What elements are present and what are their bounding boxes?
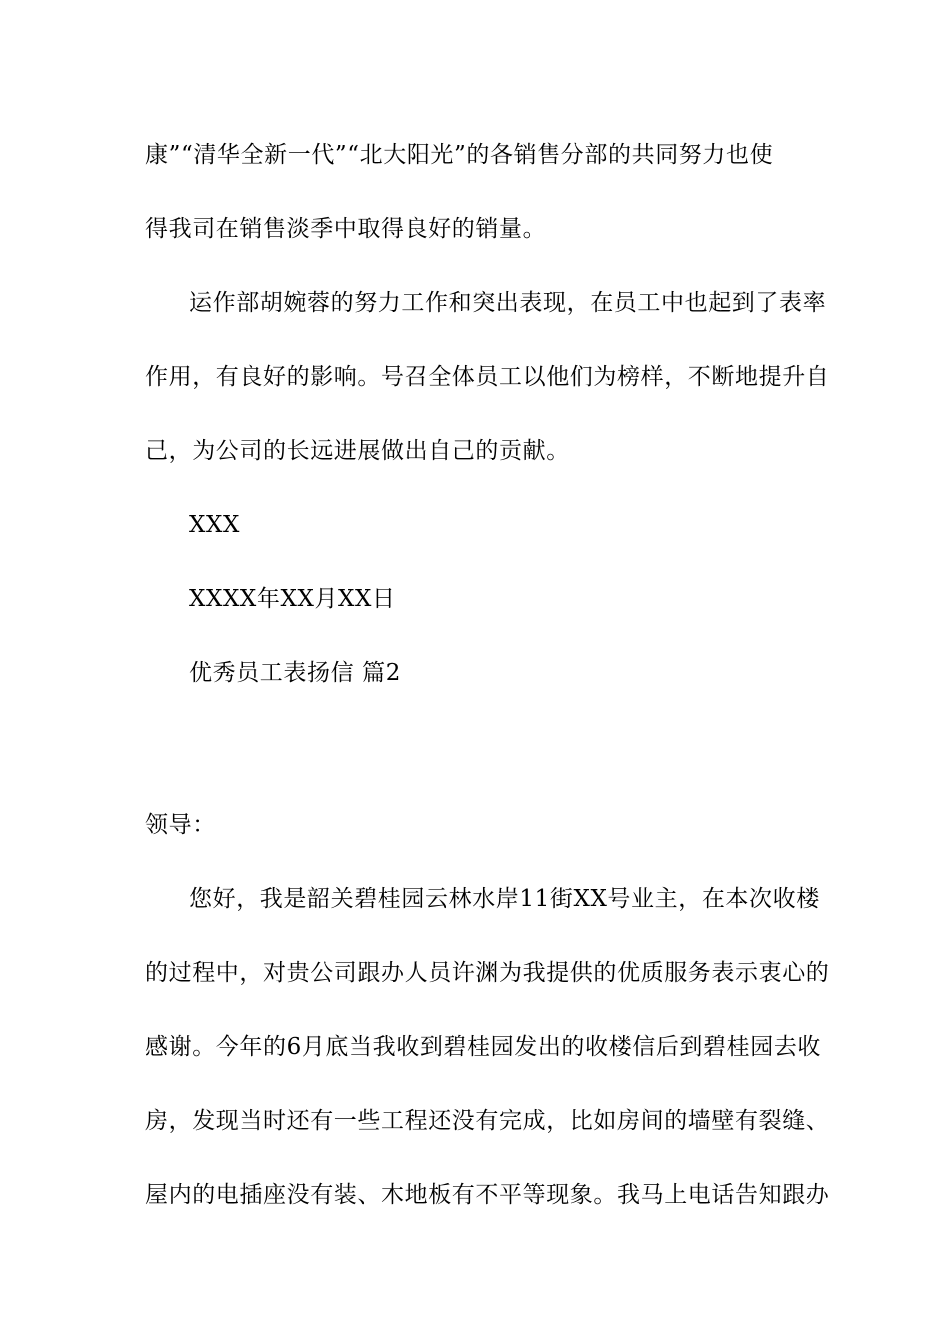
paragraph-line: 感谢。今年的6月底当我收到碧桂园发出的收楼信后到碧桂园去收: [145, 1034, 822, 1060]
paragraph-line: 房，发现当时还有一些工程还没有完成，比如房间的墙壁有裂缝、: [145, 1108, 830, 1134]
signature-date: XXXX年XX月XX日: [189, 586, 396, 612]
paragraph-line: 己，为公司的长远进展做出自己的贡献。: [145, 438, 570, 464]
paragraph-line: 作用，有良好的影响。号召全体员工以他们为榜样，不断地提升自: [145, 364, 830, 390]
paragraph-line: 的过程中，对贵公司跟办人员许渊为我提供的优质服务表示衷心的: [145, 960, 830, 986]
paragraph-line: 运作部胡婉蓉的努力工作和突出表现，在员工中也起到了表率: [189, 290, 827, 316]
signature-name: XXX: [189, 512, 240, 538]
section-heading: 优秀员工表扬信 篇2: [189, 660, 401, 686]
paragraph-line: 屋内的电插座没有装、木地板有不平等现象。我马上电话告知跟办: [145, 1182, 830, 1208]
salutation: 领导：: [145, 812, 216, 838]
paragraph-line: 康”“清华全新一代”“北大阳光”的各销售分部的共同努力也使: [145, 142, 774, 168]
paragraph-line: 得我司在销售淡季中取得良好的销量。: [145, 216, 547, 242]
paragraph-line: 您好，我是韶关碧桂园云林水岸11街XX号业主，在本次收楼: [189, 886, 820, 912]
